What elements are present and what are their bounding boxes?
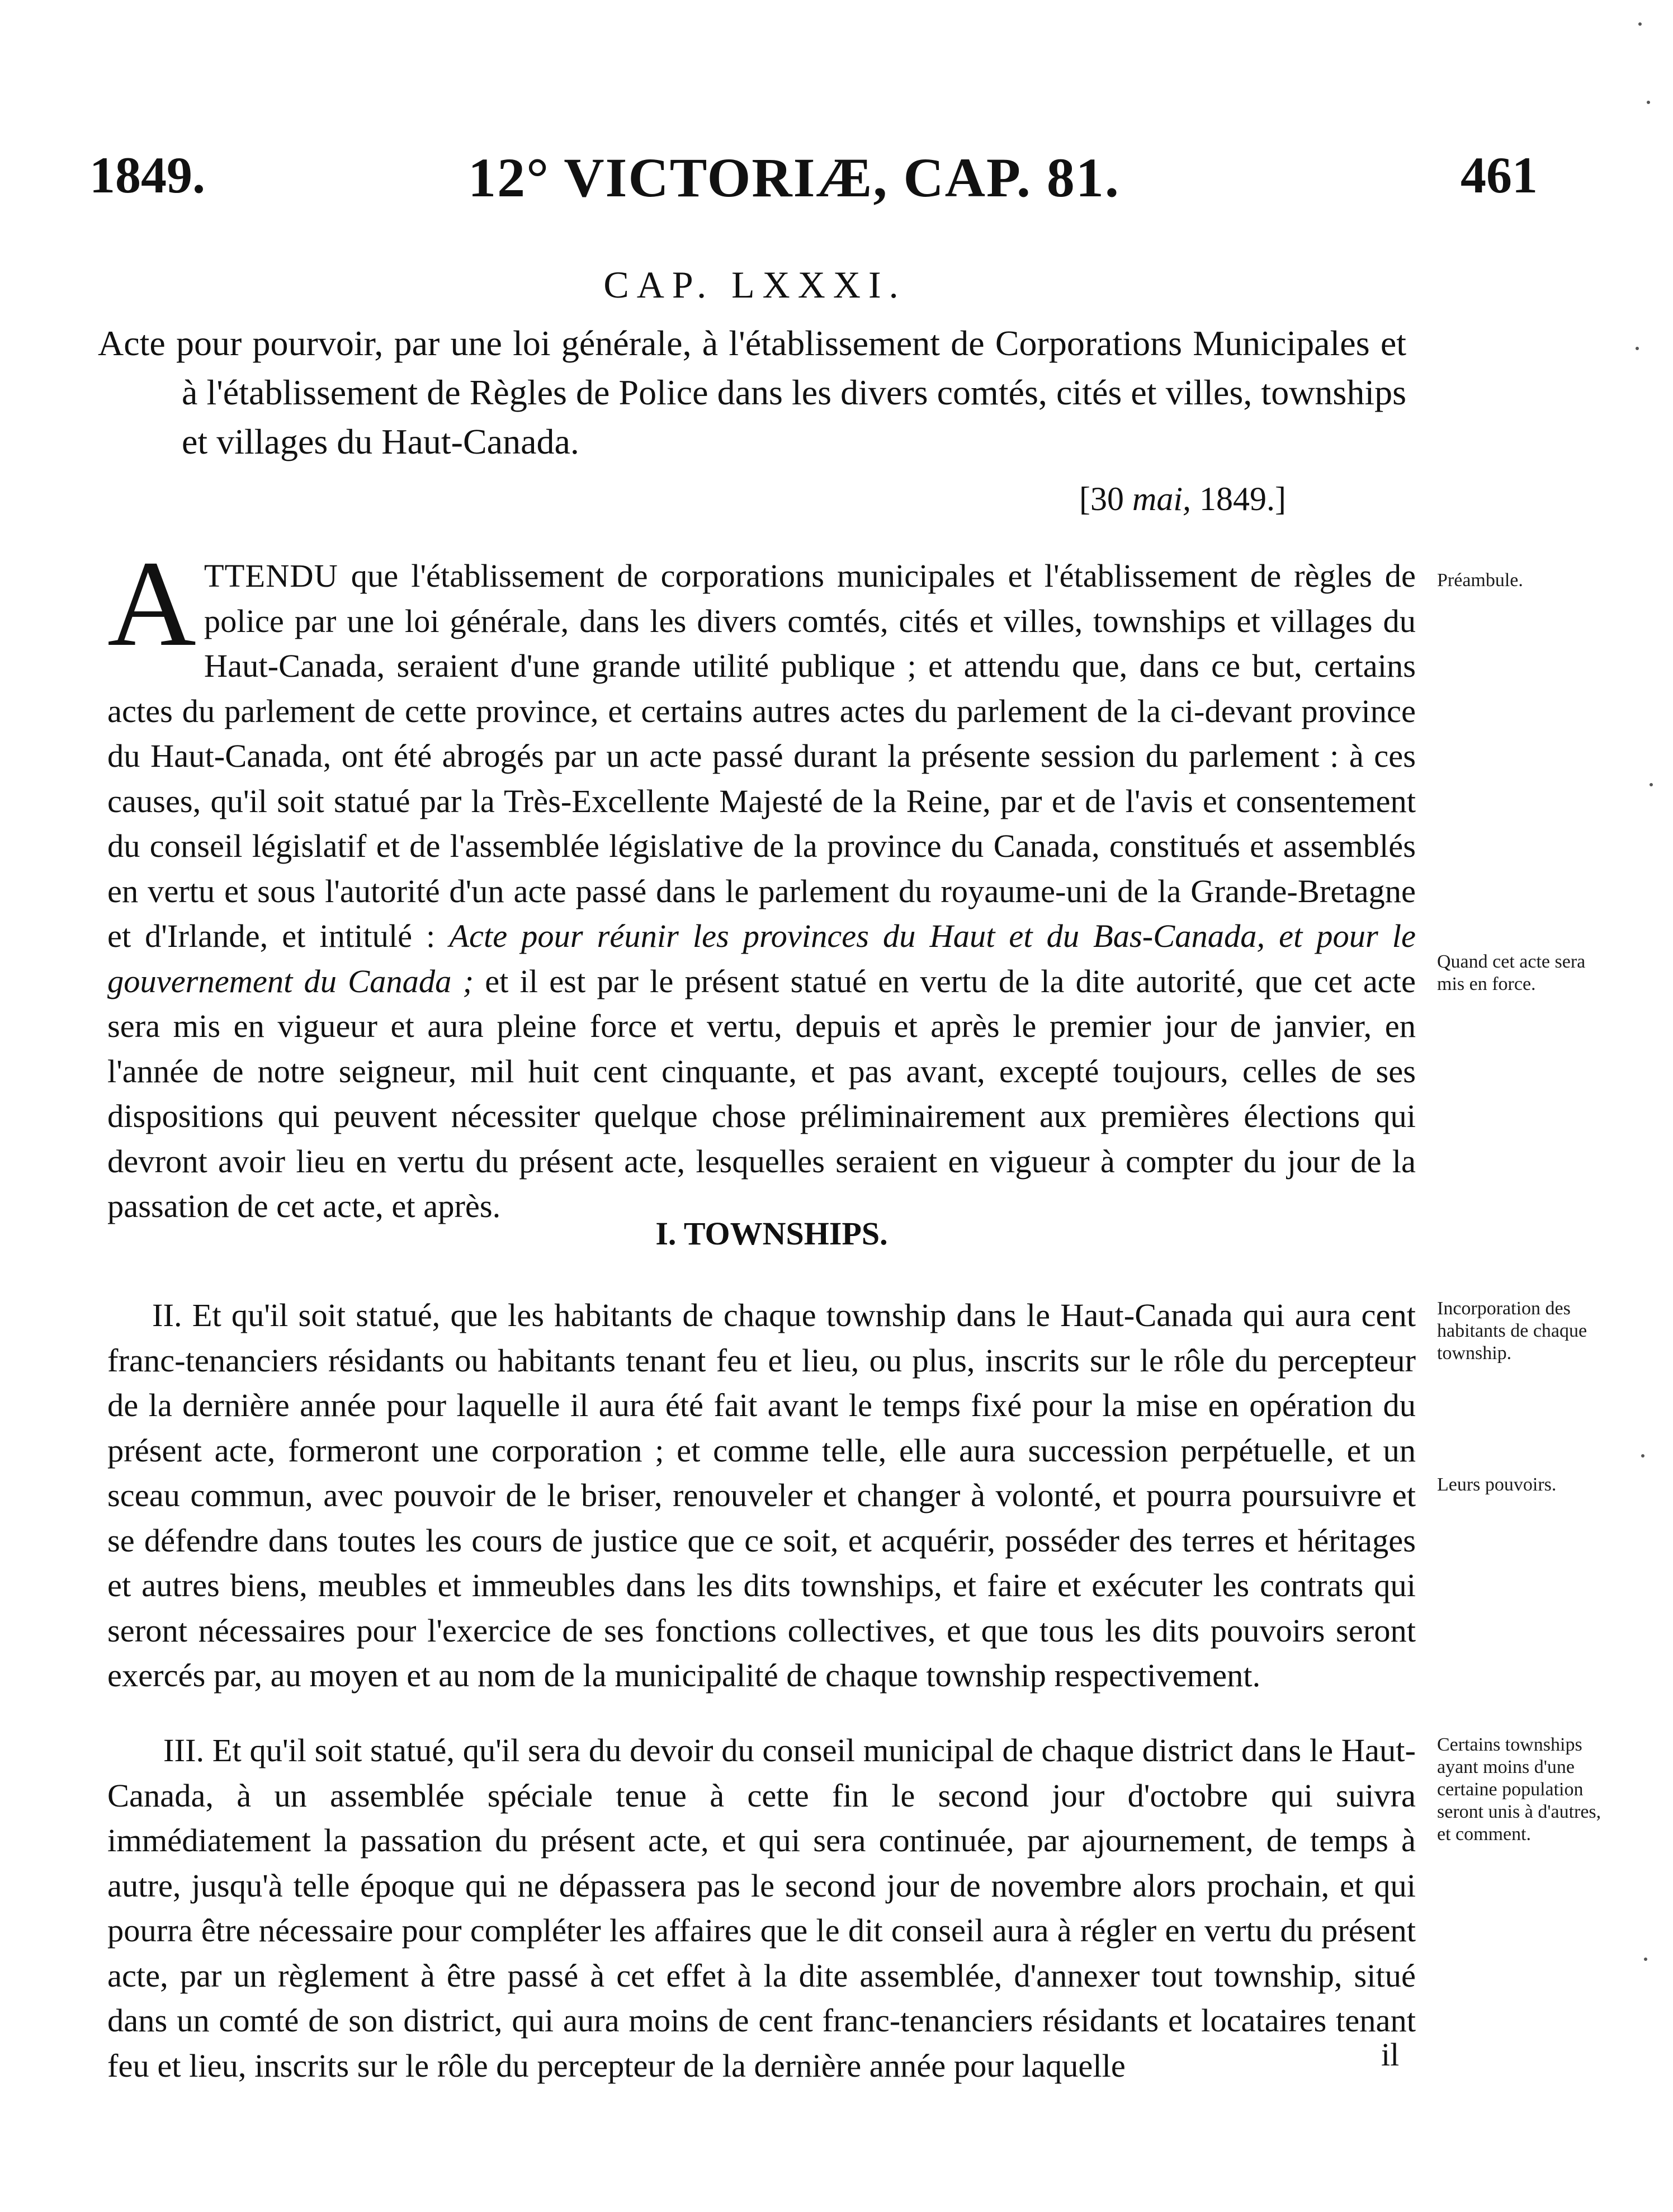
margin-note-preamble: Préambule. (1437, 570, 1523, 591)
scan-speck (1636, 347, 1639, 350)
margin-note-in-force: Quand cet acte sera mis en force. (1437, 951, 1586, 994)
section-2-paragraph: II. Et qu'il soit statué, que les habitants de chaque township dans le Haut-Canada qui aura cent franc-tenanciers résidants ou habitants tenant feu et lieu, ou plus, inscrits sur le rôle du percepteur de la dernière année pour laquelle il aura été fait avant le temps fixé pour la mise en opération du présent acte, formeront une corporation ; et comme telle, elle aura succession perpétuelle, et un sceau commun, avec pouvoir de le briser, renouveler et changer à volonté, et pourra poursuivre et se défendre dans toutes les cours de justice que ce soit, et acquérir, posséder des terres et héritages et autres biens, meubles et immeubles dans les dits townships, et faire et exécuter les contrats qui seront nécessaires pour l'exercice de ses fonctions collectives, et que tous les dits pouvoirs seront exercés par, au moyen et au nom de la municipalité de chaque township respectivement. (107, 1297, 1416, 1694)
section-heading: I. TOWNSHIPS. (655, 1215, 888, 1252)
scan-speck (1650, 783, 1653, 786)
margin-note-powers: Leurs pouvoirs. (1437, 1474, 1557, 1495)
scan-speck (1641, 1454, 1644, 1458)
preamble-lead: TTENDU (204, 558, 338, 594)
preamble-paragraph (107, 535, 1416, 1229)
catchword: il (1381, 2036, 1400, 2073)
header-title: 12° VICTORIÆ, CAP. 81. (468, 147, 1120, 209)
drop-cap: A (107, 535, 196, 672)
page-number: 461 (1461, 147, 1538, 204)
header-year: 1849. (89, 147, 205, 204)
section-3-paragraph: III. Et qu'il soit statué, qu'il sera du devoir du conseil municipal de chaque district dans le Haut-Canada, à un assemblée spéciale tenue à cette fin le second jour d'octobre qui suivra immédiatement la passation du présent acte, et qui sera continuée, par ajournement, de temps à autre, jusqu'à telle époque qui ne dépassera pas le second jour de novembre alors prochain, et qui pourra être nécessaire pour compléter les affaires que le dit conseil aura à régler en vertu du présent acte, par un règlement à être passé à cet effet à la dite assemblée, d'annexer tout township, situé dans un comté de son district, qui aura moins de cent franc-tenanciers résidants et locataires tenant feu et lieu, inscrits sur le rôle du percepteur de la dernière année pour laquelle (107, 1732, 1416, 2084)
chapter-label: CAP. LXXXI. (603, 263, 906, 306)
preamble-text-1: que l'établissement de corporations municipales et l'établissement de règles de police par une loi générale, dans les divers comtés, cités et villes, townships et villages du Haut-Canada, seraient d'une grande utilité publique ; et attendu que, dans ce but, certains actes du parlement de cette province, et certains autres actes du parlement de la ci-devant province du Haut-Canada, ont été abrogés par un acte passé durant la présente session du parlement : à ces causes, qu'il soit statué par la Très-Excellente Majesté de la Reine, par et de l'avis et consentement du conseil législatif et de l'assemblée législative de la province du Canada, constitués et assemblés en vertu et sous l'autorité d'un acte passé dans le parlement du royaume-uni de la Grande-Bretagne et d'Irlande, et intitulé : (107, 558, 1416, 954)
scan-speck (1638, 22, 1642, 26)
act-title: Acte pour pourvoir, par une loi générale, à l'établissement de Corporations Municipales et à l'établissement de Règles de Police dans les divers comtés, cités et villes, townships et villages du Haut-Canada. (98, 323, 1406, 461)
act-date-close: 1849.] (1190, 480, 1286, 517)
act-date-month: mai, (1132, 480, 1191, 517)
preamble-act-title: Acte pour réunir les provinces du Haut et du Bas-Canada, et pour le gouvernement du Canada ; (107, 918, 1416, 999)
scan-speck (1644, 1958, 1647, 1961)
act-date-open: [30 (1079, 480, 1132, 517)
scan-speck (1647, 101, 1650, 104)
margin-note-incorporation: Incorporation des habitants de chaque township. (1437, 1298, 1587, 1364)
margin-note-townships-united: Certains townships ayant moins d'une certaine population seront unis à d'autres, et comment. (1437, 1734, 1601, 1845)
running-header (89, 145, 1543, 218)
preamble-text-2: et il est par le présent statué en vertu de la dite autorité, que cet acte sera mis en vigueur et aura pleine force et vertu, depuis et après le premier jour de janvier, en l'année de notre seigneur, mil huit cent cinquante, et pas avant, excepté toujours, celles de ses dispositions qui peuvent nécessiter quelque chose préliminairement aux premières élections qui devront avoir lieu en vertu du présent acte, lesquelles seraient en vigueur à compter du jour de la passation de cet acte, et après. (107, 963, 1416, 1224)
act-date (1079, 480, 1286, 518)
